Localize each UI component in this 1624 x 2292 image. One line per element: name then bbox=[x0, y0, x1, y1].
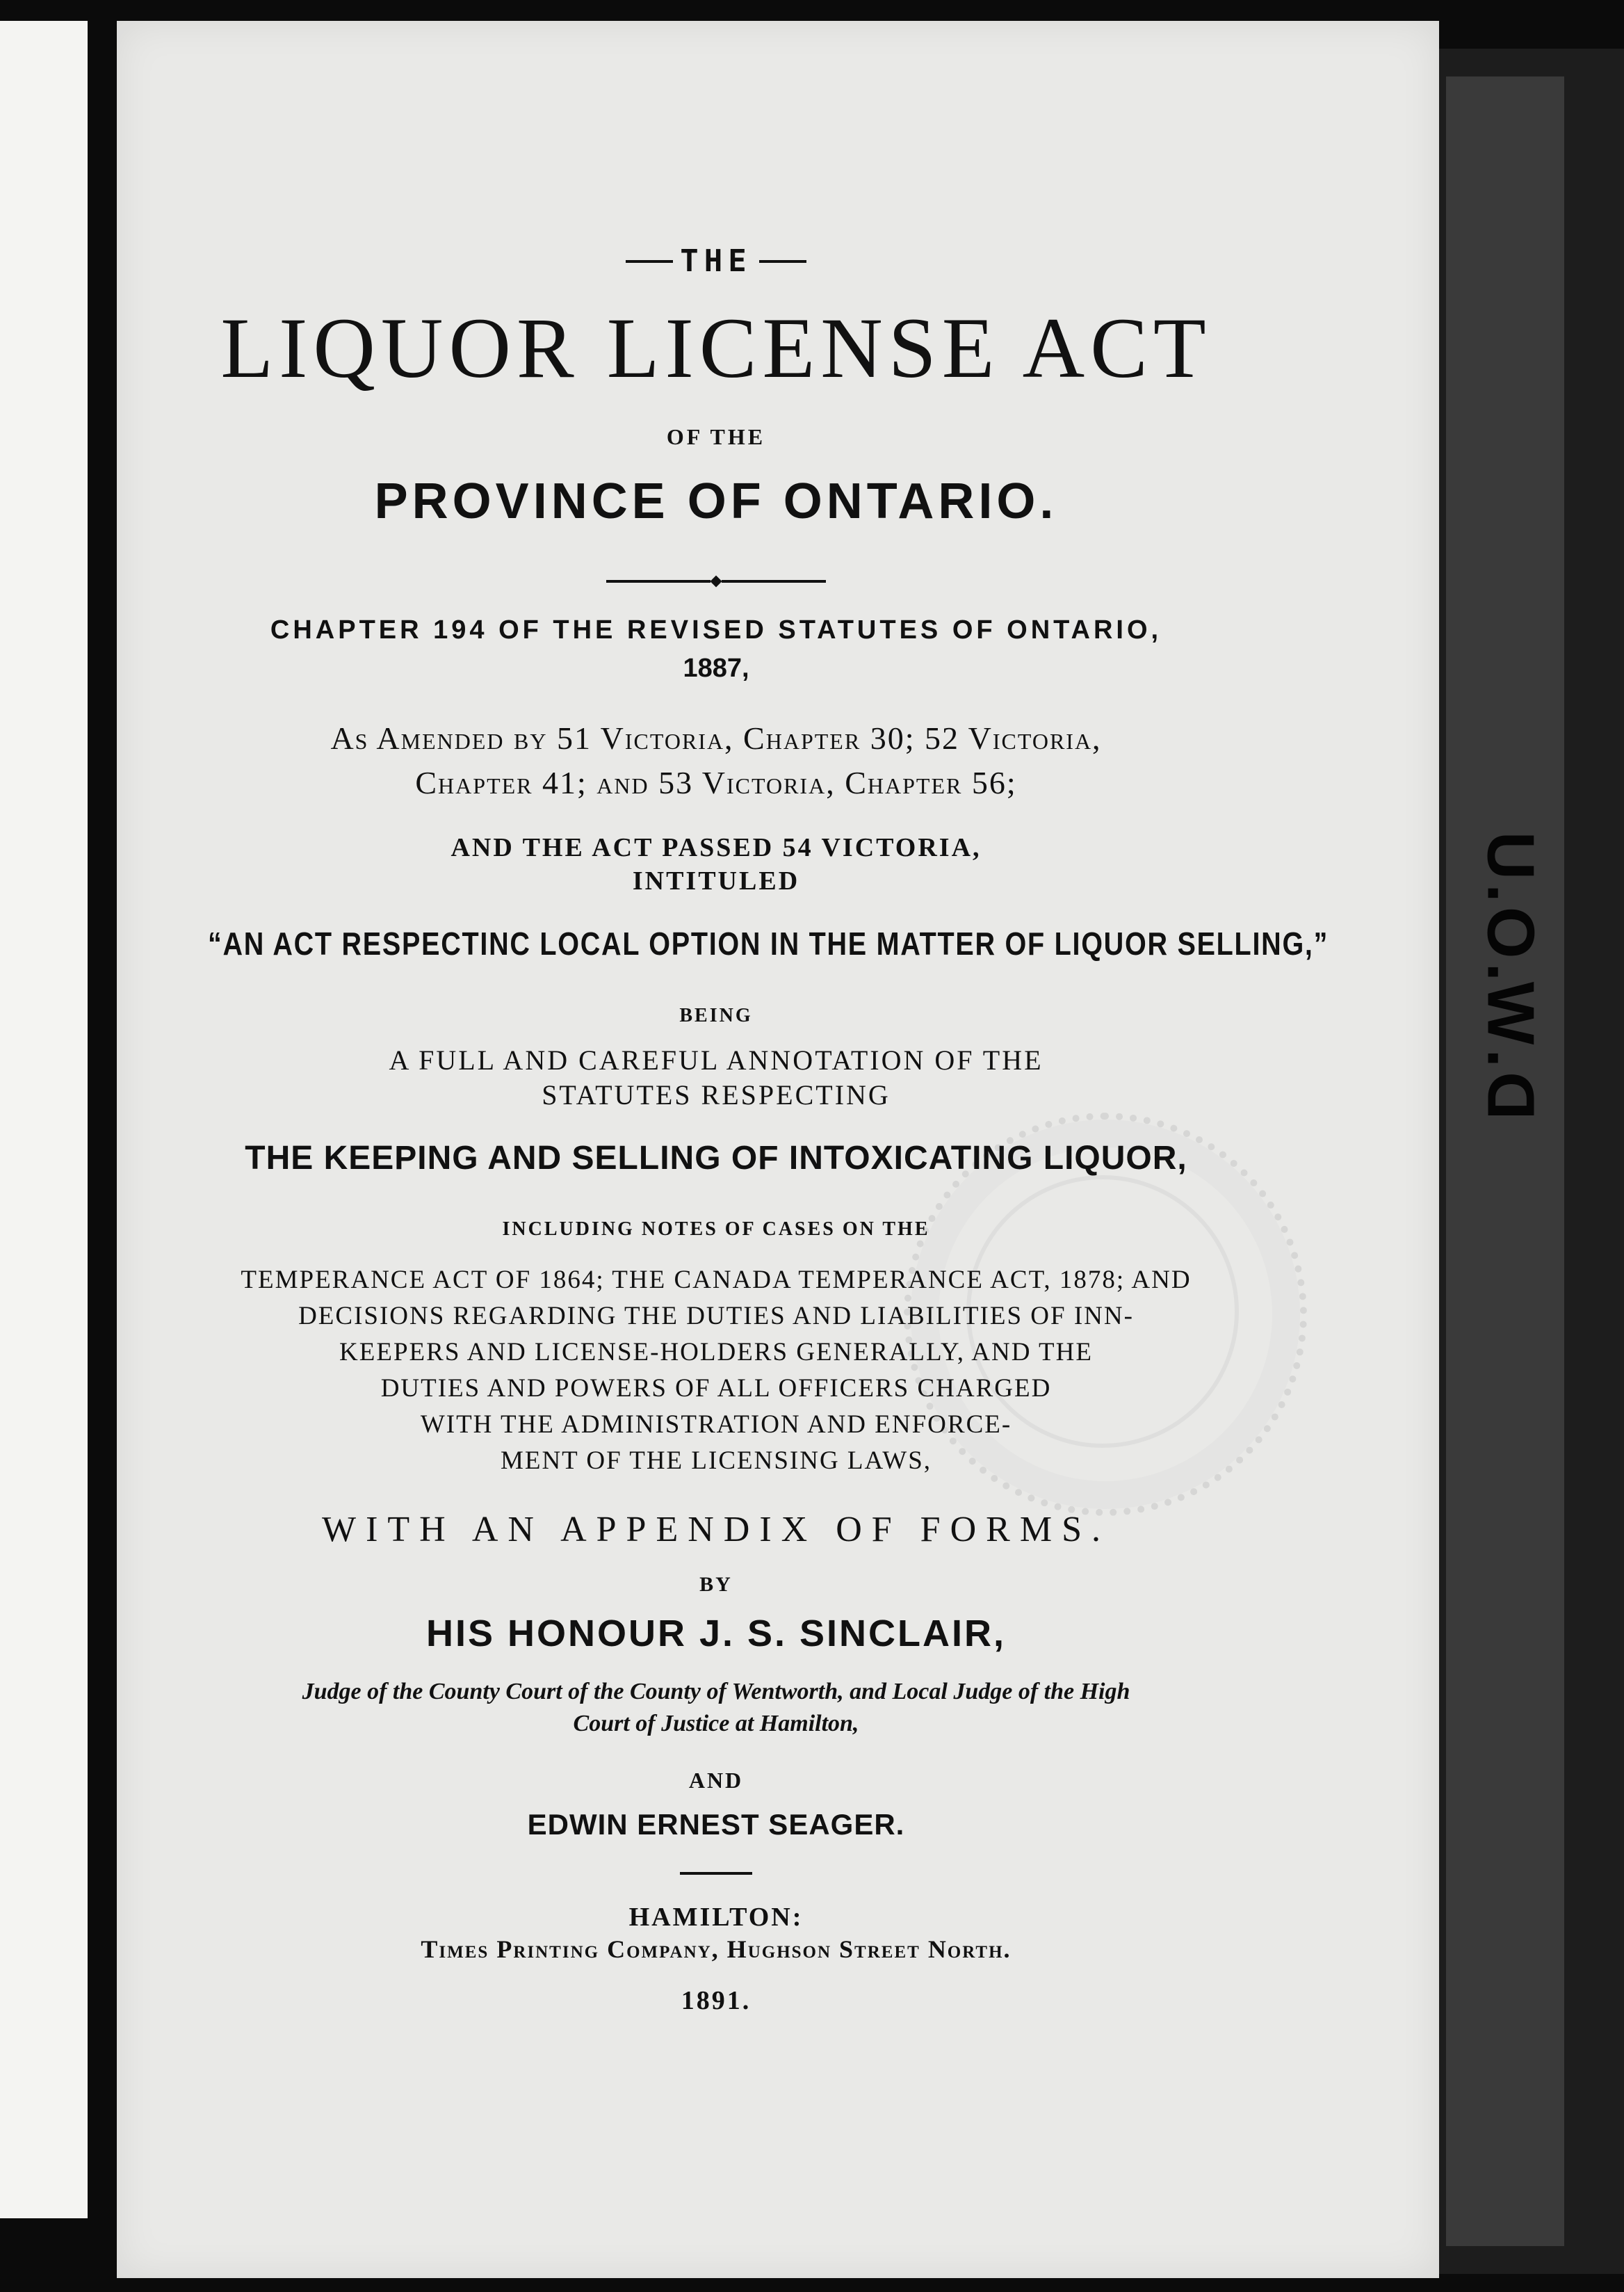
imprint-printer: Times Printing Company, Hughson Street North. bbox=[421, 1935, 1012, 1963]
temperance-line-2: DECISIONS REGARDING THE DUTIES AND LIABILITIES OF INN- bbox=[298, 1302, 1134, 1330]
annotation-line-1: A FULL AND CAREFUL ANNOTATION OF THE bbox=[389, 1044, 1044, 1076]
temperance-line-3: KEEPERS AND LICENSE-HOLDERS GENERALLY, AND THE bbox=[339, 1338, 1093, 1366]
author-sinclair: HIS HONOUR J. S. SINCLAIR, bbox=[425, 1613, 1007, 1654]
main-title: LIQUOR LICENSE ACT bbox=[220, 300, 1212, 396]
the-heading bbox=[125, 243, 1307, 279]
amended-line-2: Chapter 41; and 53 Victoria, Chapter 56; bbox=[415, 765, 1017, 800]
annotation-line-2: STATUTES RESPECTING bbox=[542, 1079, 891, 1111]
keeping-line: THE KEEPING AND SELLING OF INTOXICATING LIQUOR, bbox=[245, 1140, 1187, 1177]
temperance-line-4: DUTIES AND POWERS OF ALL OFFICERS CHARGED bbox=[380, 1374, 1052, 1403]
chapter-year: 1887, bbox=[683, 654, 749, 683]
author-seager: EDWIN ERNEST SEAGER. bbox=[527, 1808, 905, 1841]
appendix-line: WITH AN APPENDIX OF FORMS. bbox=[322, 1510, 1110, 1549]
short-rule bbox=[125, 1872, 1307, 1875]
facing-page bbox=[0, 21, 88, 2218]
judge-line-2: Court of Justice at Hamilton, bbox=[573, 1711, 859, 1736]
judge-line-1: Judge of the County Court of the County of Wentworth, and Local Judge of the High bbox=[302, 1679, 1130, 1704]
the-word: THE bbox=[680, 243, 752, 279]
chapter-line: CHAPTER 194 OF THE REVISED STATUTES OF ONTARIO, bbox=[270, 615, 1162, 645]
annotation-block bbox=[125, 1043, 1307, 1113]
including-line: INCLUDING NOTES OF CASES ON THE bbox=[502, 1218, 930, 1240]
by-line: BY bbox=[699, 1573, 733, 1596]
judge-block bbox=[125, 1676, 1307, 1740]
amended-line-1: As Amended by 51 Victoria, Chapter 30; 52 Victoria, bbox=[330, 720, 1102, 756]
passed-line-2: INTITULED bbox=[632, 866, 800, 896]
spine-label bbox=[1468, 751, 1552, 1196]
passed-line-1: AND THE ACT PASSED 54 VICTORIA, bbox=[450, 833, 982, 862]
the-rule-right bbox=[759, 260, 806, 263]
of-the-line: OF THE bbox=[666, 424, 766, 449]
spine-label-text: D.W.O.U bbox=[1473, 827, 1548, 1120]
the-rule-left bbox=[626, 260, 673, 263]
amended-block bbox=[125, 716, 1307, 805]
temperance-line-1: TEMPERANCE ACT OF 1864; THE CANADA TEMPERANCE ACT, 1878; AND bbox=[241, 1266, 1192, 1294]
imprint-year: 1891. bbox=[681, 1986, 752, 2015]
temperance-line-5: WITH THE ADMINISTRATION AND ENFORCE- bbox=[420, 1410, 1012, 1439]
diamond-ornament bbox=[710, 576, 722, 588]
temperance-block bbox=[125, 1262, 1307, 1479]
and-line: AND bbox=[688, 1768, 744, 1793]
temperance-line-6: MENT OF THE LICENSING LAWS, bbox=[500, 1446, 932, 1475]
imprint-city: HAMILTON: bbox=[628, 1903, 804, 1932]
passed-block bbox=[125, 831, 1307, 898]
being-line: BEING bbox=[679, 1005, 753, 1026]
ornament-rule bbox=[125, 577, 1307, 586]
province-line: PROVINCE OF ONTARIO. bbox=[374, 474, 1058, 529]
act-title: “AN ACT RESPECTINC LOCAL OPTION IN THE MATTER OF LIQUOR SELLING,” bbox=[208, 926, 1329, 962]
